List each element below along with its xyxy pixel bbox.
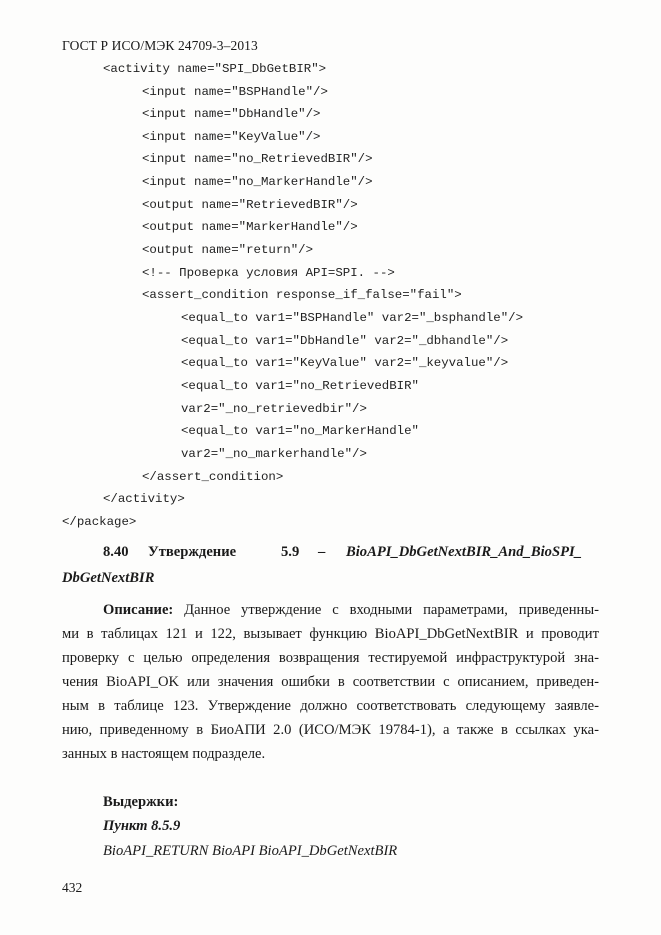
section-name-part2: DbGetNextBIR xyxy=(62,570,155,586)
code-line: <output name="RetrievedBIR"/> xyxy=(142,198,358,212)
description-line: нию, приведенному в БиоАПИ 2.0 (ИСО/МЭК 19784-1), а также в ссылках ука- xyxy=(62,722,599,738)
code-line: </assert_condition> xyxy=(142,470,284,484)
page-number: 432 xyxy=(62,880,83,895)
code-line: <input name="no_RetrievedBIR"/> xyxy=(142,152,373,166)
code-line: <output name="return"/> xyxy=(142,243,314,257)
code-comment: <!-- Проверка условия API=SPI. --> xyxy=(142,266,395,280)
code-line: <input name="DbHandle"/> xyxy=(142,107,321,121)
code-line: <activity name="SPI_DbGetBIR"> xyxy=(103,62,327,76)
excerpts-clause: Пункт 8.5.9 xyxy=(103,818,181,834)
section-word: Утверждение xyxy=(148,544,237,560)
code-line: <assert_condition response_if_false="fail"> xyxy=(142,288,462,302)
code-line: </activity> xyxy=(103,492,185,506)
code-line: var2="_no_markerhandle"/> xyxy=(181,447,367,461)
description-line: ным в таблице 123. Утверждение должно соответствовать следующему заявле- xyxy=(62,698,599,714)
description-label: Описание: xyxy=(103,602,174,618)
code-line: <input name="KeyValue"/> xyxy=(142,130,321,144)
description-line: проверку с целью определения возвращения тестируемой инфраструктурой зна- xyxy=(62,650,599,666)
code-line: <input name="BSPHandle"/> xyxy=(142,85,328,99)
code-line: <equal_to var1="BSPHandle" var2="_bsphandle"/> xyxy=(181,311,524,325)
code-line: var2="_no_retrievedbir"/> xyxy=(181,402,367,416)
code-line: <equal_to var1="KeyValue" var2="_keyvalue"/> xyxy=(181,356,509,370)
excerpts-label: Выдержки: xyxy=(103,794,179,810)
description-line: Данное утверждение с входными параметрами, приведенны- xyxy=(184,602,599,618)
code-line: <equal_to var1="no_MarkerHandle" xyxy=(181,424,419,438)
code-line: <equal_to var1="DbHandle" var2="_dbhandle"/> xyxy=(181,334,509,348)
section-dash: – xyxy=(318,544,326,560)
section-number: 8.40 xyxy=(103,544,129,560)
code-line: <output name="MarkerHandle"/> xyxy=(142,220,358,234)
code-line: <equal_to var1="no_RetrievedBIR" xyxy=(181,379,419,393)
description-line: занных в настоящем подразделе. xyxy=(62,746,266,762)
section-ref: 5.9 xyxy=(281,544,300,560)
code-line: <input name="no_MarkerHandle"/> xyxy=(142,175,373,189)
document-header: ГОСТ Р ИСО/МЭК 24709-3–2013 xyxy=(62,38,258,53)
description-line: чения BioAPI_OK или значения ошибки в соответствии с описанием, приведен- xyxy=(62,674,599,690)
excerpts-text: BioAPI_RETURN BioAPI BioAPI_DbGetNextBIR xyxy=(103,843,398,859)
description-line: ми в таблицах 121 и 122, вызывает функцию BioAPI_DbGetNextBIR и проводит xyxy=(62,626,599,642)
section-name-part1: BioAPI_DbGetNextBIR_And_BioSPI_ xyxy=(346,544,582,560)
code-line: </package> xyxy=(62,515,137,529)
